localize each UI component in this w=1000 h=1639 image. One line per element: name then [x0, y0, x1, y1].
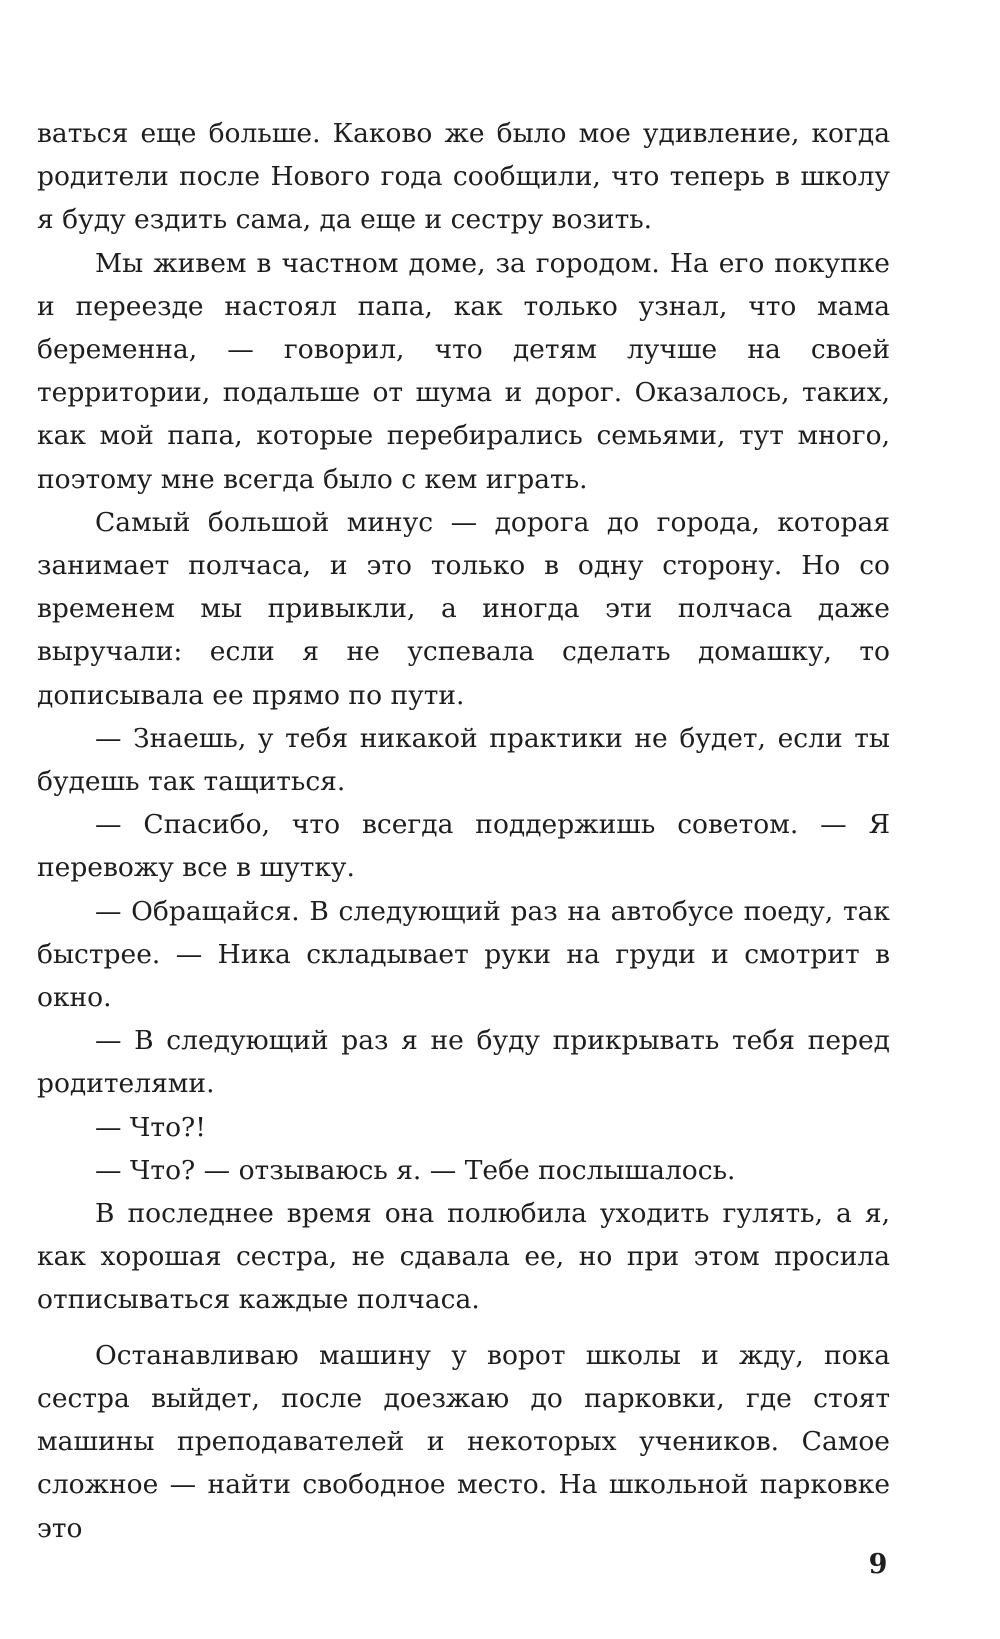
paragraph-road-to-city: Самый большой минус — дорога до города, которая занимает полчаса, и это только в одну сторону. Но со временем мы привыкли, а иногда эти полчаса даже выручали: если я не успевала сделать домашку, то дописывала ее прямо по пути. [37, 506, 890, 711]
dialogue-line: — Знаешь, у тебя никакой практики не будет, если ты будешь так тащиться. [37, 722, 890, 798]
paragraph-continuation: ваться еще больше. Каково же было мое удивление, когда родители после Нового года сообщили, что теперь в школу я буду ездить сама, да еще и сестру возить. [37, 118, 890, 236]
paragraph-sister-walks: В последнее время она полюбила уходить гулять, а я, как хорошая сестра, не сдавала ее, но при этом просила отписываться каждые полчаса. [37, 1198, 890, 1316]
dialogue-line: — Что?! [95, 1111, 206, 1143]
dialogue-line: — Что? — отзываюсь я. — Тебе послышалось. [95, 1154, 736, 1186]
paragraph-school-parking: Останавливаю машину у ворот школы и жду, пока сестра выйдет, после доезжаю до парковки, где стоят машины преподавателей и некоторых учеников. Самое сложное — найти свободное место. На школьной парковке это [37, 1339, 890, 1544]
page-number: 9 [868, 1549, 888, 1580]
dialogue-line: — Спасибо, что всегда поддержишь советом. — Я перевожу все в шутку. [37, 809, 890, 884]
body-text [37, 112, 890, 1550]
dialogue-line: — В следующий раз я не буду прикрывать тебя перед родителями. [37, 1025, 890, 1100]
dialogue-line: — Обращайся. В следующий раз на автобусе поеду, так быстрее. — Ника складывает руки на груди и смотрит в окно. [37, 895, 890, 1014]
paragraph-country-house: Мы живем в частном доме, за городом. На его покупке и переезде настоял папа, как только узнал, что мама беременна, — говорил, что детям лучше на своей территории, подальше от шума и дорог. Оказалось, таких, как мой папа, которые перебирались семьями, тут много, поэтому мне всегда было с кем играть. [37, 247, 890, 495]
